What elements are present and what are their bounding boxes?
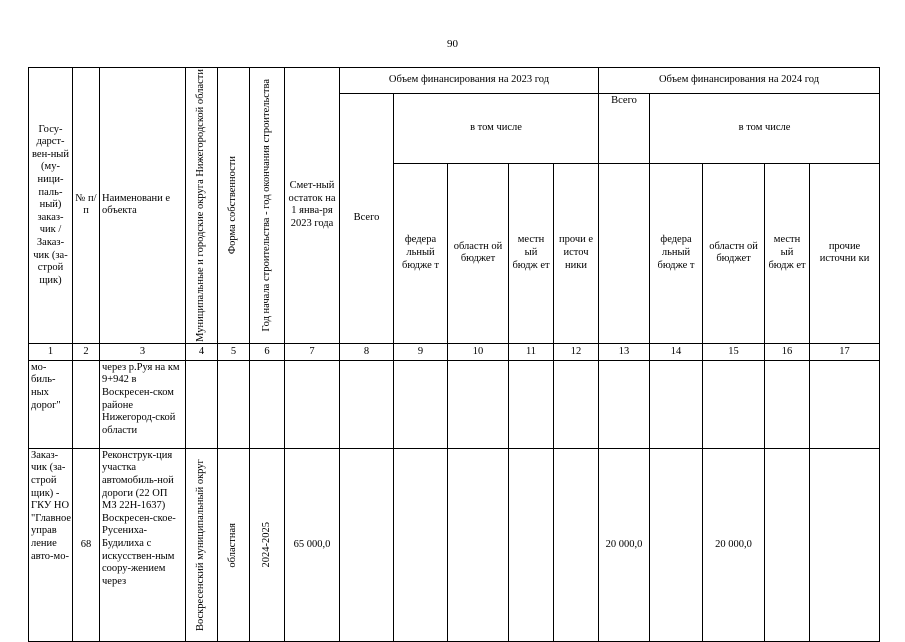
row-reg-2023 [448,360,509,448]
col-num: 7 [285,343,340,360]
header-num: № п/п [73,68,100,344]
row-fed-2023 [394,360,448,448]
row-loc-2024 [765,448,810,641]
header-other-2024: прочие источни ки [810,163,880,343]
col-num: 12 [554,343,599,360]
header-total-2023: Всего [340,94,394,344]
header-fin-2024: Объем финансирования на 2024 год [599,68,880,94]
col-num: 6 [250,343,285,360]
row-remainder: 65 000,0 [285,448,340,641]
header-fin-2023: Объем финансирования на 2023 год [340,68,599,94]
row-ownership [218,360,250,448]
header-regional-2024: областн ой бюджет [703,163,765,343]
row-municipal [186,360,218,448]
col-num: 8 [340,343,394,360]
row-total-2023 [340,448,394,641]
col-num: 2 [73,343,100,360]
row-oth-2023 [554,448,599,641]
row-reg-2024: 20 000,0 [703,448,765,641]
row-municipal: Воскресенский муниципальный округ [195,458,207,631]
header-object-name: Наименовани е объекта [100,68,186,344]
row-customer: Заказ-чик (за-строй щик) - ГКУ НО "Главное управ ление авто-мо- [29,448,73,641]
column-numbers-row [29,343,880,360]
col-num: 1 [29,343,73,360]
row-object: Реконструк-ция участка автомобиль-ной дороги (22 ОП МЗ 22Н-1637) Воскресен-ское-Русениха-Будилиха с искусствен-ным соору-жением через [100,448,186,641]
col-num: 14 [650,343,703,360]
col-num: 10 [448,343,509,360]
col-num: 4 [186,343,218,360]
header-incl-2024: в том числе [650,94,880,164]
row-reg-2024 [703,360,765,448]
table-row [29,448,880,641]
col-num: 9 [394,343,448,360]
header-total-2024: Всего [599,94,650,164]
row-oth-2024 [810,360,880,448]
row-total-2024: 20 000,0 [599,448,650,641]
col-num: 5 [218,343,250,360]
row-loc-2024 [765,360,810,448]
header-federal-2023: федера льный бюдже т [394,163,448,343]
row-loc-2023 [509,448,554,641]
row-total-2024 [599,360,650,448]
header-local-2024: местн ый бюдж ет [765,163,810,343]
header-years: Год начала строительства - год окончания строительства [260,79,272,332]
row-customer: мо-биль-ных дорог" [29,360,73,448]
row-num: 68 [73,448,100,641]
header-local-2023: местн ый бюдж ет [509,163,554,343]
header-total-2024-blank [599,163,650,343]
row-fed-2023 [394,448,448,641]
col-num: 11 [509,343,554,360]
row-oth-2024 [810,448,880,641]
col-num: 17 [810,343,880,360]
header-municipal: Муниципальные и городские округа Нижегородской области [195,69,207,342]
header-federal-2024: федера льный бюдже т [650,163,703,343]
header-incl-2023: в том числе [394,94,599,164]
header-regional-2023: областн ой бюджет [448,163,509,343]
header-ownership: Форма собственности [227,156,239,255]
col-num: 16 [765,343,810,360]
col-num: 15 [703,343,765,360]
col-num: 13 [599,343,650,360]
header-remainder: Смет-ный остаток на 1 янва-ря 2023 года [285,68,340,344]
header-customer: Госу-дарст-вен-ный (му-ници-паль-ный) заказ-чик / Заказ-чик (за-строй щик) [29,68,73,344]
row-fed-2024 [650,448,703,641]
row-years: 2024-2025 [260,522,272,568]
row-years [250,360,285,448]
row-reg-2023 [448,448,509,641]
row-ownership: областная [227,522,239,568]
row-fed-2024 [650,360,703,448]
row-oth-2023 [554,360,599,448]
table-row [29,360,880,448]
page-number: 90 [447,38,458,50]
col-num: 3 [100,343,186,360]
header-other-2023: прочи е источ ники [554,163,599,343]
row-num [73,360,100,448]
financing-table [28,67,880,642]
row-loc-2023 [509,360,554,448]
row-remainder [285,360,340,448]
row-total-2023 [340,360,394,448]
row-object: через р.Руя на км 9+942 в Воскресен-ском районе Нижегород-ской области [100,360,186,448]
